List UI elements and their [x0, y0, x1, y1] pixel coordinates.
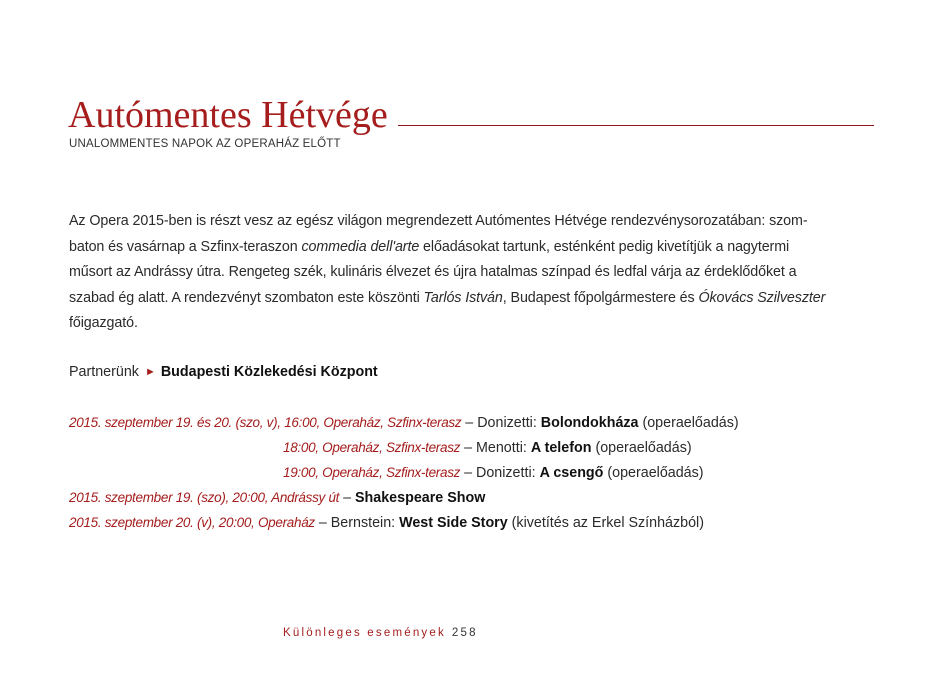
- body-line: [69, 209, 869, 235]
- event-dash: –: [314, 515, 331, 531]
- body-text: előadásokat tartunk, esténként pedig kivetítjük a nagytermi: [419, 238, 790, 255]
- partner-name: Budapesti Közlekedési Központ: [160, 364, 378, 380]
- event-composer: Bernstein:: [330, 515, 400, 531]
- event-work: A csengő: [539, 465, 604, 481]
- body-text: műsort az Andrássy útra. Rengeteg szék, kulináris élvezet és újra hatalmas színpad és ledfal várja az érdeklődőket a: [69, 264, 797, 280]
- event-dash: –: [339, 490, 356, 506]
- event-item: [69, 435, 889, 460]
- event-when: 2015. szeptember 19. (szo), 20:00, Andrássy út: [69, 490, 340, 505]
- body-text: , Budapest főpolgármestere és: [502, 289, 699, 306]
- event-item: [69, 510, 889, 535]
- body-italic: commedia dell'arte: [301, 238, 420, 255]
- event-work: A telefon: [530, 440, 592, 456]
- event-note: (operaelőadás): [591, 440, 692, 456]
- event-item: [69, 485, 889, 510]
- body-line: [69, 235, 869, 261]
- event-note: (operaelőadás): [603, 465, 704, 481]
- partner-line: [69, 362, 378, 382]
- event-when: 18:00, Operaház, Szfinx-terasz: [283, 440, 461, 455]
- triangle-right-icon: ►: [144, 366, 156, 378]
- event-composer: Donizetti:: [476, 465, 540, 481]
- page-title: Autómentes Hétvége: [68, 94, 388, 136]
- body-text: Az Opera 2015-ben is részt vesz az egész világon megrendezett Autómentes Hétvége rendezvénysorozatában: szom-: [69, 213, 808, 229]
- event-composer: Menotti:: [476, 440, 531, 456]
- event-when: 19:00, Operaház, Szfinx-terasz: [283, 465, 461, 480]
- title-row: [68, 90, 874, 138]
- event-when: 2015. szeptember 19. és 20. (szo, v), 16:00, Operaház, Szfinx-terasz: [69, 415, 462, 430]
- page-footer: [283, 627, 478, 639]
- event-work: Bolondokháza: [540, 415, 639, 431]
- event-composer: Donizetti:: [477, 415, 541, 431]
- body-line: [69, 260, 869, 286]
- event-note: (operaelőadás): [638, 415, 739, 431]
- event-work: West Side Story: [399, 515, 508, 531]
- event-dash: –: [460, 465, 476, 481]
- footer-section: Különleges események: [283, 627, 446, 639]
- event-item: [69, 410, 889, 435]
- title-rule: [398, 125, 874, 126]
- body-line: [69, 311, 869, 337]
- body-line: [69, 286, 869, 312]
- partner-label: Partnerünk: [69, 364, 139, 380]
- event-note: (kivetítés az Erkel Színházból): [507, 515, 704, 531]
- event-item: [69, 460, 889, 485]
- event-dash: –: [461, 415, 478, 431]
- page-number: 258: [451, 627, 478, 639]
- page-subtitle: UNALOMMENTES NAPOK AZ OPERAHÁZ ELŐTT: [69, 138, 341, 150]
- event-dash: –: [460, 440, 476, 456]
- body-text: főigazgató.: [69, 315, 138, 331]
- event-work: Shakespeare Show: [355, 490, 486, 506]
- body-italic: Tarlós István: [423, 289, 503, 306]
- event-list: [69, 410, 889, 535]
- event-when: 2015. szeptember 20. (v), 20:00, Operaház: [69, 515, 315, 530]
- body-italic: Ókovács Szilveszter: [698, 289, 826, 306]
- body-text: baton és vasárnap a Szfinx-teraszon: [69, 238, 302, 255]
- body-text: szabad ég alatt. A rendezvényt szombaton este köszönti: [69, 289, 424, 306]
- body-paragraph: [69, 209, 869, 337]
